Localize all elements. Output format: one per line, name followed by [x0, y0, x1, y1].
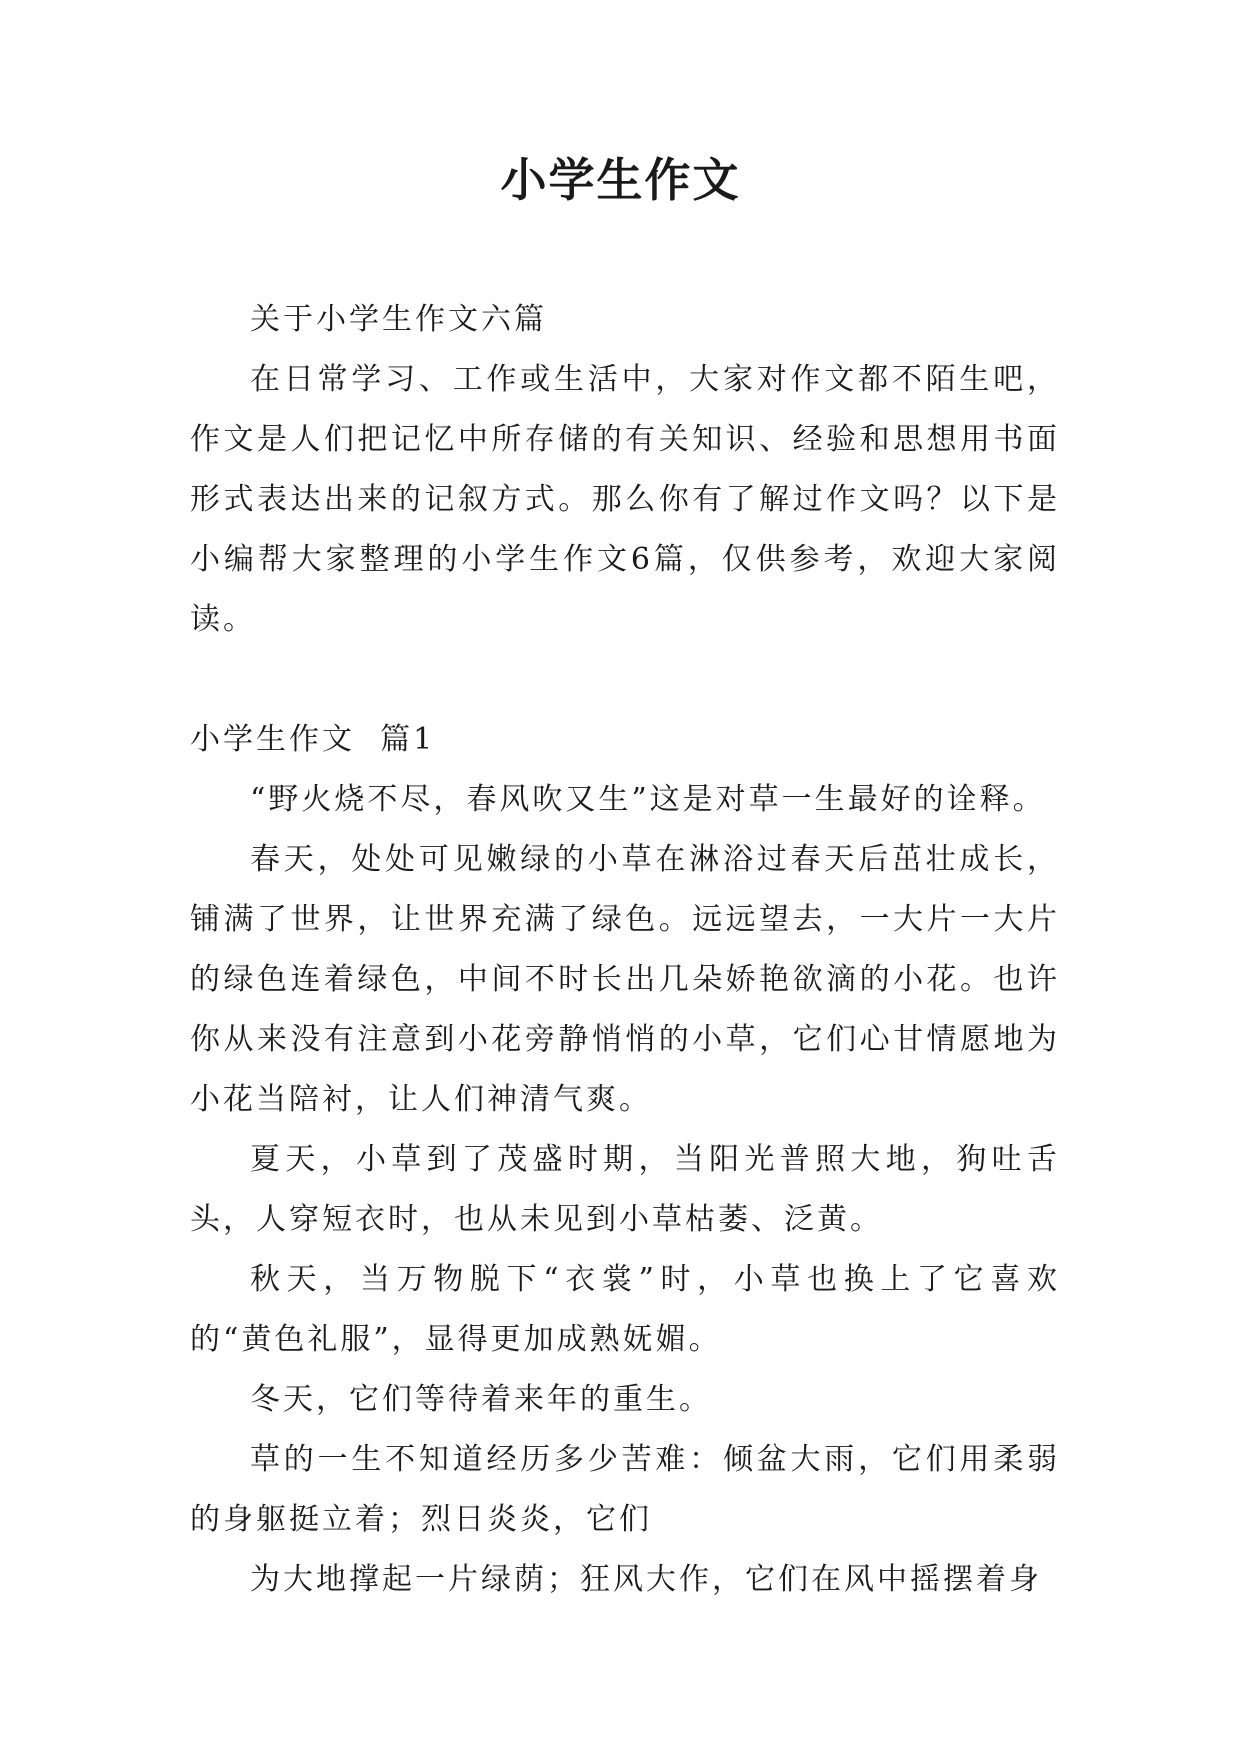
document-subtitle: 关于小学生作文六篇	[250, 302, 547, 337]
intro-paragraph: 在日常学习、工作或生活中，大家对作文都不陌生吧，作文是人们把记忆中所存储的有关知识、经验和思想用书面形式表达出来的记叙方式。那么你有了解过作文吗？以下是小编帮大家整理的小学生作文6篇，仅供参考，欢迎大家阅读。	[190, 362, 1060, 637]
section-heading: 小学生作文 篇1	[190, 722, 436, 757]
essay-paragraph-4: 秋天，当万物脱下“衣裳”时，小草也换上了它喜欢的“黄色礼服”，显得更加成熟妩媚。	[190, 1262, 1060, 1357]
essay-paragraph-7: 为大地撑起一片绿荫；狂风大作，它们在风中摇摆着身	[250, 1562, 1042, 1597]
section-spacer	[190, 650, 1060, 710]
essay-paragraph-2: 春天，处处可见嫩绿的小草在淋浴过春天后茁壮成长，铺满了世界，让世界充满了绿色。远远望去，一大片一大片的绿色连着绿色，中间不时长出几朵娇艳欲滴的小花。也许你从来没有注意到小花旁静悄悄的小草，它们心甘情愿地为小花当陪衬，让人们神清气爽。	[190, 842, 1060, 1117]
essay-paragraph-1: “野火烧不尽，春风吹又生”这是对草一生最好的诠释。	[250, 782, 1046, 817]
document-body	[190, 290, 1060, 1610]
essay-paragraph-6: 草的一生不知道经历多少苦难：倾盆大雨，它们用柔弱的身躯挺立着；烈日炎炎，它们	[190, 1442, 1060, 1537]
essay-paragraph-5: 冬天，它们等待着来年的重生。	[250, 1382, 712, 1417]
essay-paragraph-3: 夏天，小草到了茂盛时期，当阳光普照大地，狗吐舌头，人穿短衣时，也从未见到小草枯萎、泛黄。	[190, 1142, 1060, 1237]
document-title: 小学生作文	[500, 153, 741, 207]
